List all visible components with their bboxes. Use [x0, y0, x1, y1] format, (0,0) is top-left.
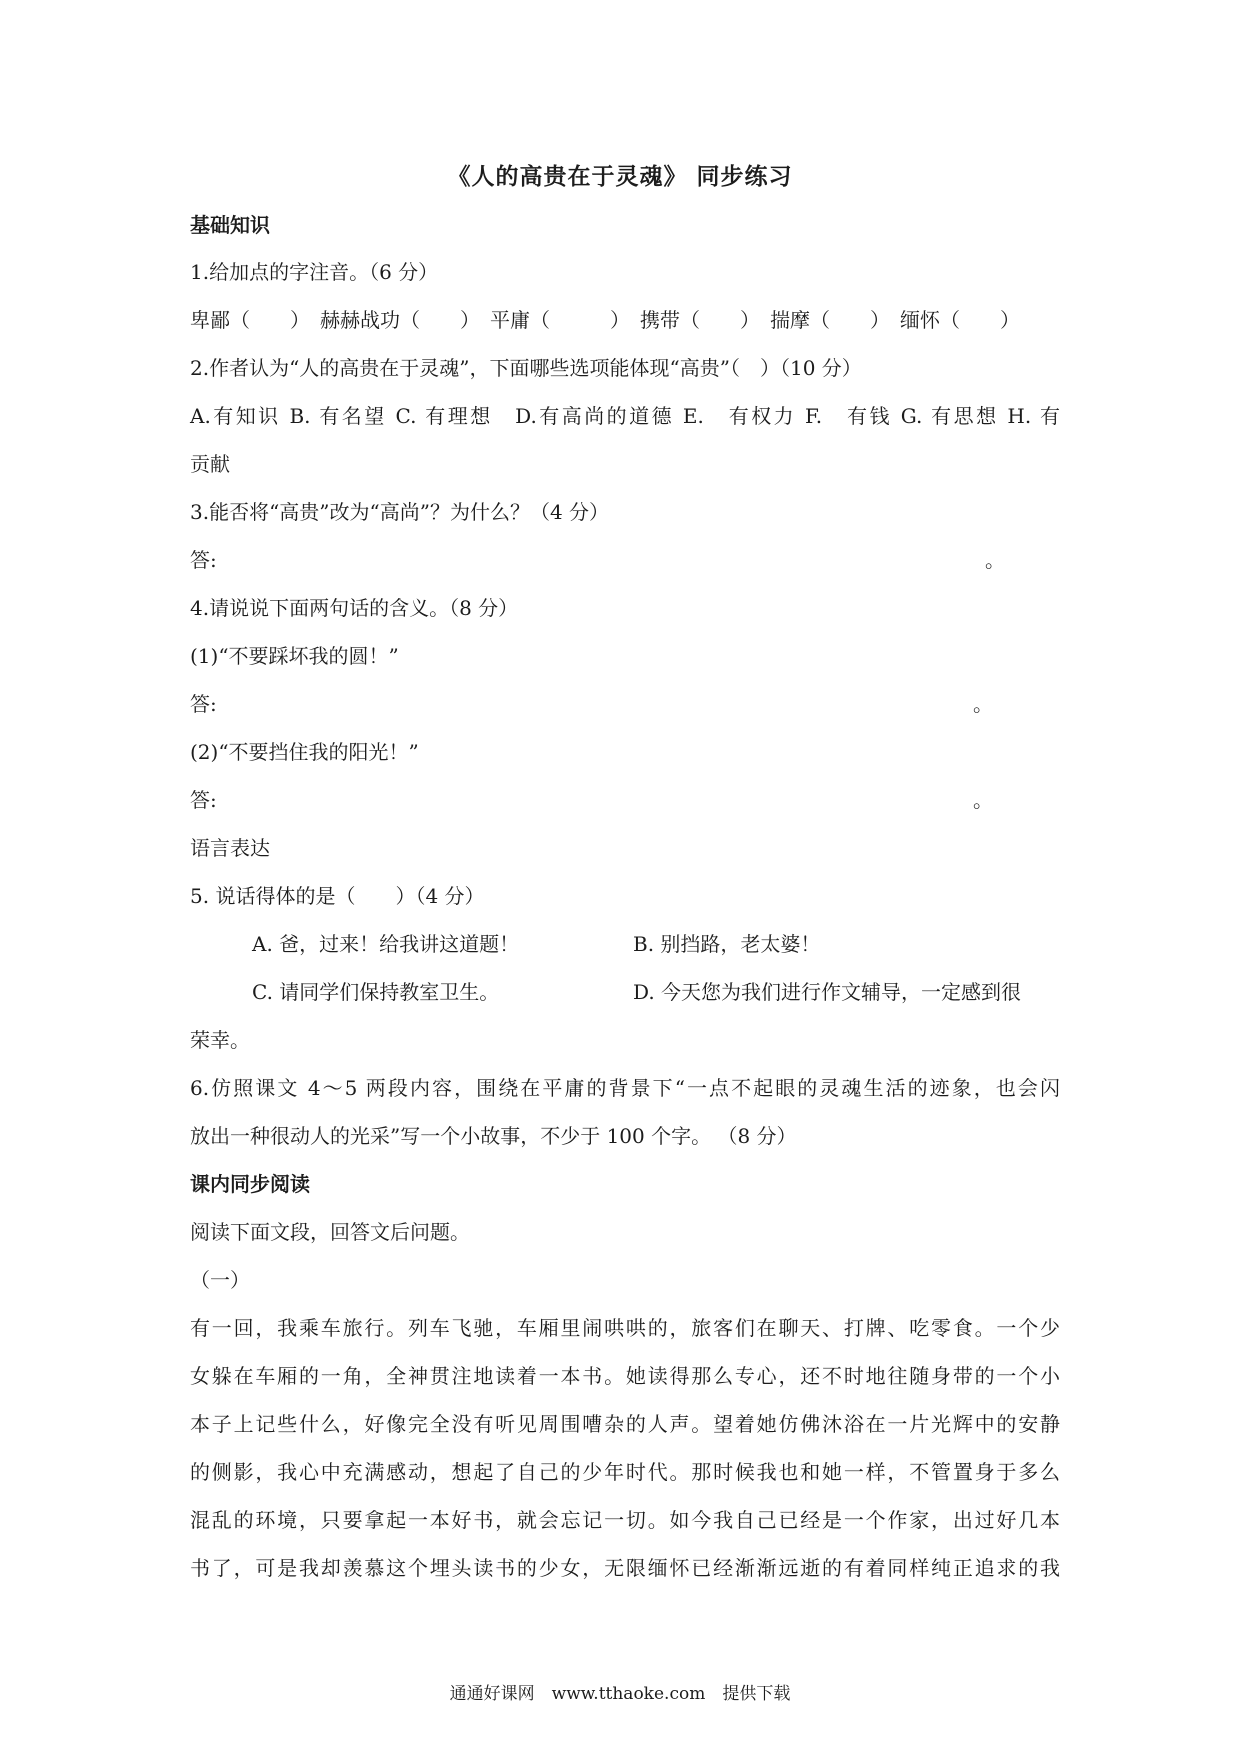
question-2-options: A.有知识 B. 有名望 C. 有理想 D.有高尚的道德 E. 有权力 F. 有钱 G. 有思想 H. 有 [190, 404, 1060, 428]
passage-line: 书了，可是我却羡慕这个埋头读书的少女，无限缅怀已经渐渐远逝的有着同样纯正追求的我 [190, 1556, 1060, 1580]
choice-c: C. 请同学们保持教室卫生。 [252, 980, 500, 1004]
answer-label-q3: 答: [190, 548, 217, 572]
document-title: 《人的高贵在于灵魂》 同步练习 [447, 164, 793, 190]
question-2: 2.作者认为“人的高贵在于灵魂”，下面哪些选项能体现“高贵”（ ）（10 分） [190, 356, 862, 380]
answer-end-q4-1: 。 [973, 692, 993, 716]
passage-line: 本子上记些什么，好像完全没有听见周围嘈杂的人声。望着她仿佛沐浴在一片光辉中的安静 [190, 1412, 1060, 1436]
page-footer: 通通好课网 www.tthaoke.com 提供下载 [449, 1684, 791, 1704]
choice-b: B. 别挡路，老太婆！ [633, 932, 821, 956]
answer-end-q3: 。 [985, 548, 1005, 572]
question-6: 6.仿照课文 4～5 两段内容，围绕在平庸的背景下“一点不起眼的灵魂生活的迹象，也会闪 [190, 1076, 1060, 1100]
question-1-items: 卑鄙（ ） 赫赫战功（ ） 平庸（ ） 携带（ ） 揣摩（ ） 缅怀（ ） [190, 308, 1020, 332]
choice-d-continued: 荣幸。 [190, 1028, 250, 1052]
question-2-options-cont: 贡献 [190, 452, 230, 476]
question-4: 4.请说说下面两句话的含义。（8 分） [190, 596, 519, 620]
passage-line: 混乱的环境，只要拿起一本好书，就会忘记一切。如今我自己已经是一个作家，出过好几本 [190, 1508, 1060, 1532]
section-heading-basic-knowledge: 基础知识 [190, 213, 270, 237]
answer-label-q4-2: 答: [190, 788, 217, 812]
choice-d: D. 今天您为我们进行作文辅导，一定感到很 [633, 980, 1022, 1004]
question-1: 1.给加点的字注音。（6 分） [190, 260, 439, 284]
question-6-cont: 放出一种很动人的光采”写一个小故事，不少于 100 个字。 （8 分） [190, 1124, 797, 1148]
passage-line: 女躲在车厢的一角，全神贯注地读着一本书。她读得那么专心，还不时地往随身带的一个小 [190, 1364, 1060, 1388]
section-heading-language-expression: 语言表达 [190, 836, 270, 860]
question-3: 3.能否将“高贵”改为“高尚”？为什么？（4 分） [190, 500, 610, 524]
passage-label: （一） [190, 1268, 250, 1292]
answer-end-q4-2: 。 [973, 788, 993, 812]
question-4-sentence-2: (2)“不要挡住我的阳光！” [190, 740, 419, 764]
section-heading-reading: 课内同步阅读 [190, 1172, 310, 1196]
choice-a: A. 爸，过来！给我讲这道题！ [252, 932, 520, 956]
question-5: 5. 说话得体的是（ ）（4 分） [190, 884, 485, 908]
passage-line: 的侧影，我心中充满感动，想起了自己的少年时代。那时候我也和她一样，不管置身于多么 [190, 1460, 1060, 1484]
question-4-sentence-1: (1)“不要踩坏我的圆！” [190, 644, 399, 668]
reading-instruction: 阅读下面文段，回答文后问题。 [190, 1220, 470, 1244]
passage-line: 有一回，我乘车旅行。列车飞驰，车厢里闹哄哄的，旅客们在聊天、打牌、吃零食。一个少 [190, 1316, 1060, 1340]
answer-label-q4-1: 答: [190, 692, 217, 716]
